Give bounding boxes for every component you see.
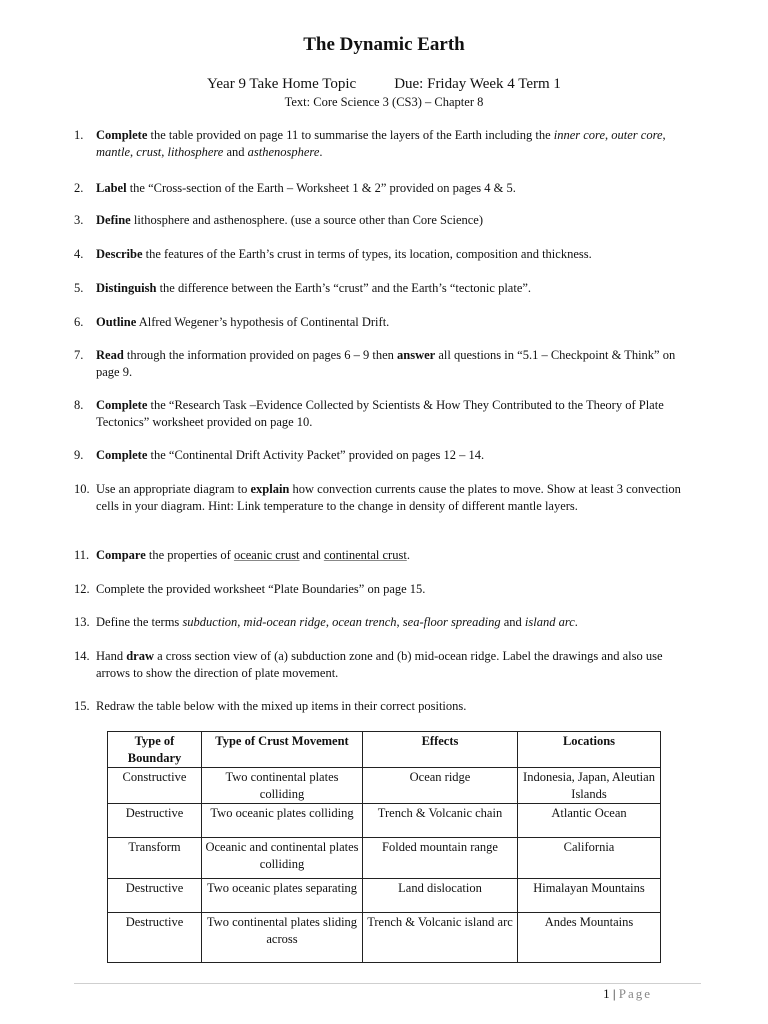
question-text-run: the “Cross-section of the Earth – Worksheet 1 & 2” provided on pages 4 & 5. [126,181,516,195]
table-cell: Andes Mountains [518,913,661,963]
instruction-verb: Read [96,348,124,362]
textbook-reference: Text: Core Science 3 (CS3) – Chapter 8 [284,95,484,109]
question-item [74,314,694,331]
table-cell: Folded mountain range [363,838,518,879]
key-term: mantle [96,144,131,159]
question-text-run: Alfred Wegener’s hypothesis of Continental Drift. [136,315,390,329]
page-number: 1 [603,986,610,1001]
instruction-verb: Complete [96,448,148,462]
question-item [74,581,694,598]
question-item [74,481,694,514]
question-text-run: through the information provided on pages 6 – 9 then [123,348,397,362]
key-term: island arc [524,615,575,629]
question-text [96,481,694,514]
instruction-verb: Complete [96,398,148,412]
table-cell: Two oceanic plates colliding [202,804,363,838]
question-text-run: , [237,615,244,629]
question-number: 10. [74,482,90,496]
table-cell: Transform [108,838,202,879]
question-text-run: . [319,144,323,159]
subtitle-row [0,76,768,93]
underlined-term: oceanic crust [233,548,300,562]
underlined-term: continental crust [323,548,407,562]
footer-divider [74,983,701,984]
question-number: 6. [74,315,84,329]
question-item [74,212,694,229]
question-text [96,614,694,631]
table-cell: Destructive [108,913,202,963]
question-number: 4. [74,247,84,261]
page-title: The Dynamic Earth [303,34,465,55]
question-number: 8. [74,398,84,412]
topic-label: Year 9 Take Home Topic [207,76,357,92]
question-text-run: Use an appropriate diagram to [96,482,251,496]
question-text [96,447,694,464]
question-number: 13. [74,615,90,629]
question-text-run: the “Research Task –Evidence Collected by Scientists & How They Contributed to the Theory of Plate Tectonics” worksheet provided on page 10. [96,398,664,429]
table-cell: Two oceanic plates separating [202,879,363,913]
question-text-run: , [396,615,403,629]
question-text [96,314,694,331]
question-text [96,246,694,263]
question-number: 15. [74,699,90,713]
question-text-run: Redraw the table below with the mixed up items in their correct positions. [96,699,467,713]
question-text [96,648,694,681]
table-cell: Trench & Volcanic chain [363,804,518,838]
table-cell: Atlantic Ocean [518,804,661,838]
question-item [74,547,694,564]
instruction-verb: explain [250,482,290,496]
question-text-run: and [223,144,248,159]
key-term: inner core [553,128,606,142]
question-text-run: , [325,615,333,629]
key-term: outer core [611,128,663,142]
table-row [108,913,661,963]
question-text-run: how convection currents cause the plates to move. Show at least 3 convection cells in your diagram. Hint: Link temperature to the change in density of different mantle layers. [96,482,681,513]
question-text-run: the “Continental Drift Activity Packet” provided on pages 12 – 14. [147,448,485,462]
question-item [74,180,694,197]
question-text-run: . [406,548,410,562]
page-footer [603,986,652,1002]
question-text [96,212,694,229]
table-cell: Constructive [108,768,202,804]
question-text-run: and [500,615,525,629]
table-cell: Ocean ridge [363,768,518,804]
question-text-run: , [161,144,168,159]
question-item [74,447,694,464]
question-text-run: the difference between the Earth’s “crust” and the Earth’s “tectonic plate”. [156,281,532,295]
question-text-run: , [662,128,666,142]
question-number: 1. [74,128,84,142]
page-label: Page [618,986,652,1001]
page-separator: | [612,986,616,1001]
question-item [74,614,694,631]
key-term: crust [136,144,162,159]
table-cell: Destructive [108,804,202,838]
question-number: 2. [74,181,84,195]
question-item [74,246,694,263]
instruction-verb: Outline [96,315,137,329]
key-term: sea-floor spreading [402,615,501,629]
instruction-verb: draw [126,649,154,663]
question-text-run: , [605,128,612,142]
table-row [108,879,661,913]
plate-boundaries-table [107,731,661,963]
question-text-run: Complete the provided worksheet “Plate Boundaries” on page 15. [96,582,426,596]
question-text-run: the properties of [145,548,234,562]
due-date: Due: Friday Week 4 Term 1 [394,76,561,92]
table-cell: Himalayan Mountains [518,879,661,913]
question-item [74,127,694,160]
question-item [74,280,694,297]
table-cell: Land dislocation [363,879,518,913]
question-text-run: a cross section view of (a) subduction zone and (b) mid-ocean ridge. Label the drawings and also use arrows to show the direction of plate movement. [96,649,663,680]
table-cell: Two continental plates sliding across [202,913,363,963]
question-text-run: Hand [96,649,127,663]
table-header-cell: Type of Crust Movement [202,732,363,768]
question-item [74,347,694,380]
instruction-verb: Distinguish [96,281,157,295]
question-text-run: , [130,144,137,159]
question-text-run: lithosphere and asthenosphere. (use a source other than Core Science) [130,213,484,227]
table-cell: Trench & Volcanic island arc [363,913,518,963]
question-text-run: the table provided on page 11 to summarise the layers of the Earth including the [147,128,554,142]
instruction-verb: Describe [96,247,143,261]
question-number: 11. [74,548,90,562]
question-number: 9. [74,448,84,462]
table-cell: Two continental plates colliding [202,768,363,804]
question-text [96,280,694,297]
key-term: ocean trench [332,615,397,629]
table-cell: Oceanic and continental plates colliding [202,838,363,879]
question-number: 3. [74,213,84,227]
instruction-verb: Define [96,213,131,227]
table-cell: Indonesia, Japan, Aleutian Islands [518,768,661,804]
table-row [108,838,661,879]
key-term: lithosphere [167,144,224,159]
question-number: 12. [74,582,90,596]
key-term: subduction [182,615,238,629]
table-header-cell: Effects [363,732,518,768]
question-text-run: all questions in “5.1 – Checkpoint & Think” on page 9. [96,348,676,379]
table-row [108,804,661,838]
question-text-run: and [299,548,324,562]
table-body [108,768,661,963]
question-number: 14. [74,649,90,663]
question-text [96,127,694,160]
table-cell: California [518,838,661,879]
question-text-run: Define the terms [96,615,183,629]
key-term: mid-ocean ridge [243,615,326,629]
question-item [74,698,694,715]
question-text-run: the features of the Earth’s crust in terms of types, its location, composition and thickness. [142,247,592,261]
instruction-verb: Complete [96,128,148,142]
question-number: 7. [74,348,84,362]
question-text [96,698,694,715]
table-row [108,768,661,804]
question-text-run: . [574,615,578,629]
table-header-row [108,732,661,768]
question-text [96,581,694,598]
question-number: 5. [74,281,84,295]
question-text [96,180,694,197]
question-text [96,347,694,380]
question-text [96,547,694,564]
question-item [74,648,694,681]
instruction-verb: answer [397,348,436,362]
key-term: asthenosphere [247,144,320,159]
table-cell: Destructive [108,879,202,913]
instruction-verb: Compare [96,548,146,562]
instruction-verb: Label [96,181,127,195]
table-header-cell: Type of Boundary [108,732,202,768]
table-header-cell: Locations [518,732,661,768]
question-item [74,397,694,430]
question-text [96,397,694,430]
